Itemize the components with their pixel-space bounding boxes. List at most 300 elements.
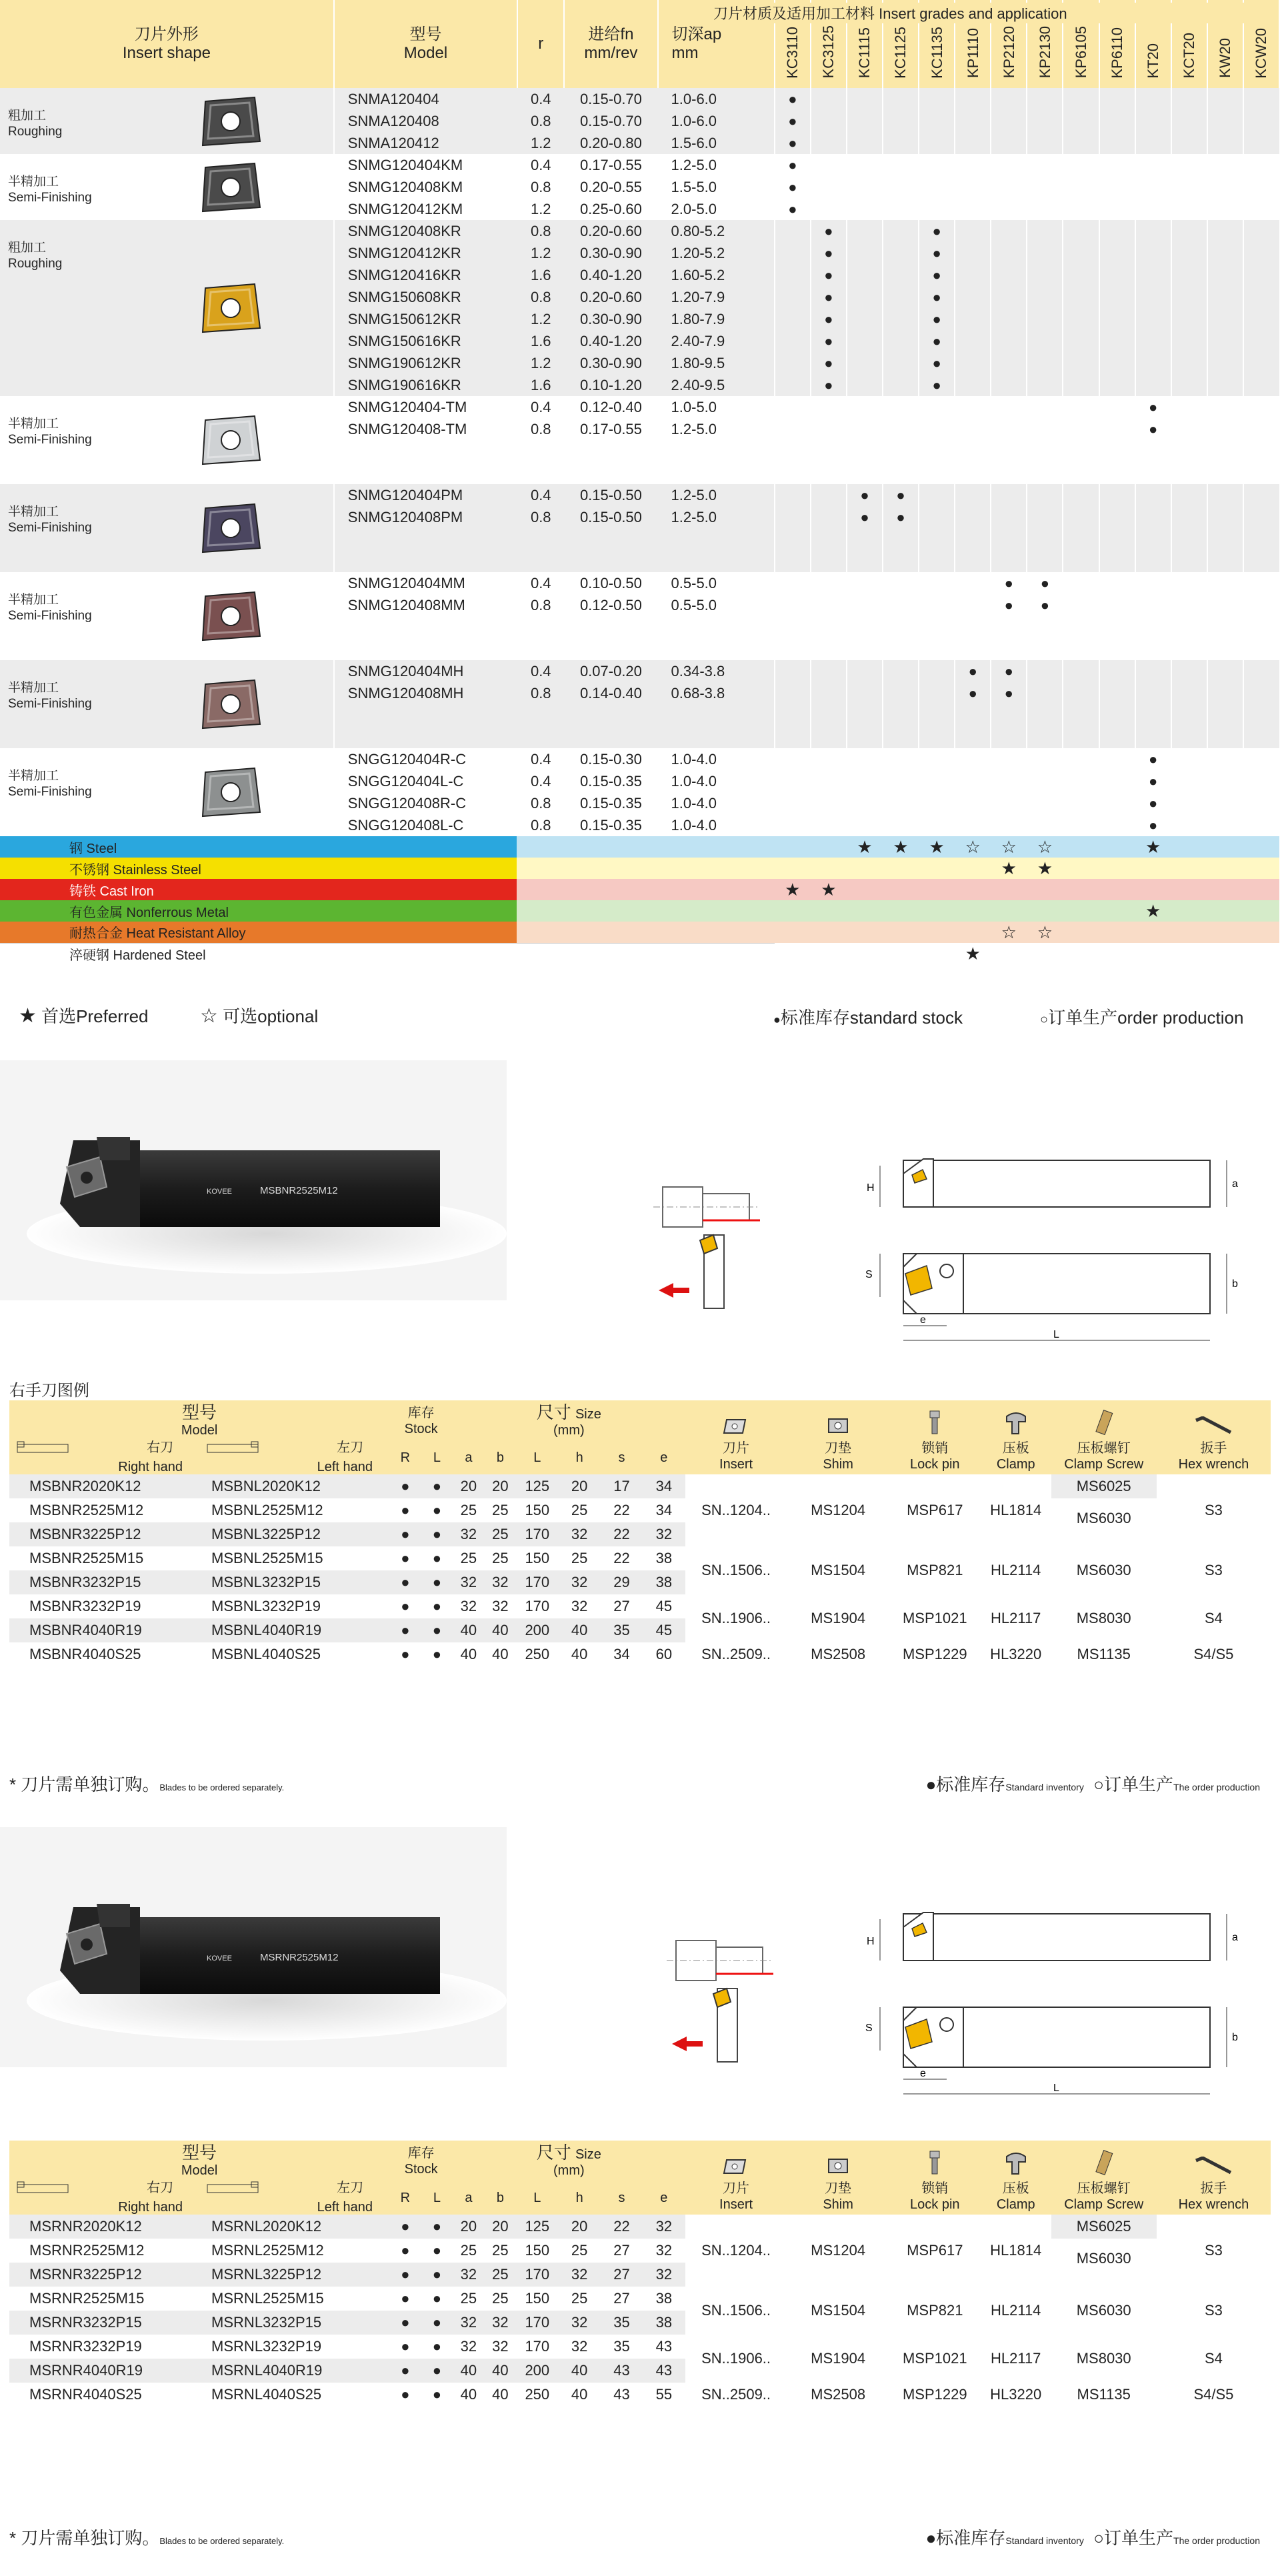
grade-cell (811, 110, 847, 132)
application-mark (1171, 900, 1207, 922)
grade-cell: ● (991, 660, 1027, 682)
application-mark (883, 900, 919, 922)
application-mark (991, 879, 1027, 900)
grade-cell (919, 462, 955, 484)
grade-cell (919, 814, 955, 836)
size-h: 20 (558, 1474, 600, 1498)
cell-r: 1.6 (517, 264, 564, 286)
grade-cell (1099, 660, 1135, 682)
grade-cell (1243, 616, 1279, 638)
size-L: 250 (516, 2383, 558, 2407)
grade-cell (847, 198, 883, 220)
cell-r: 1.6 (517, 330, 564, 352)
size-a: 32 (453, 1522, 485, 1546)
grade-cell (1135, 308, 1171, 330)
grade-cell (1243, 110, 1279, 132)
size-a: 20 (453, 2215, 485, 2239)
application-mark: ☆ (955, 836, 991, 858)
cell-f: 0.25-0.60 (564, 198, 657, 220)
grade-cell: ● (919, 374, 955, 396)
cell-r: 1.2 (517, 308, 564, 330)
grade-cell (883, 198, 919, 220)
grade-cell (919, 770, 955, 792)
grade-cell (1207, 660, 1243, 682)
clamp-screw-code: MS1135 (1051, 1642, 1157, 1666)
insert-row (0, 220, 1279, 242)
insert-photo (193, 675, 267, 734)
grade-cell (1243, 484, 1279, 506)
grade-cell (955, 726, 991, 748)
cell-ap: 1.0-5.0 (658, 396, 775, 418)
grade-cell (1207, 638, 1243, 660)
grade-cell (1063, 242, 1099, 264)
grade-cell (883, 748, 919, 770)
size-a: 32 (453, 2263, 485, 2287)
grade-cell: ● (1027, 594, 1063, 616)
application-mark (1243, 922, 1279, 943)
grade-cell: ● (919, 220, 955, 242)
cell-model: SNMG150616KR (334, 330, 517, 352)
grade-cell (883, 308, 919, 330)
grade-cell (955, 792, 991, 814)
cell-r: 0.4 (517, 572, 564, 594)
shim-code: MS1904 (787, 2335, 889, 2383)
left-hand-model: MSBNL4040S25 (199, 1642, 389, 1666)
grade-cell (1207, 440, 1243, 462)
cell-r: 0.4 (517, 154, 564, 176)
cell-f: 0.20-0.60 (564, 220, 657, 242)
grade-cell (991, 264, 1027, 286)
spec-table: 型号 Model 库存 Stock 尺寸 Size (mm) 刀片 Insert 刀垫 Shim 锁销 Lock pin 压板 Clamp 压板螺钉 Clamp Screw 扳手 Hex wrench 右刀 Right hand 左刀 Left hand R L a b L h s e MSRNR2020K12 MSRNL2020K12 ● ● 20 20 125 20 22 32 SN..1204.. MS1204 MSP617 HL1814 MS6025 MS6030 S3 MSRNR2525M12 MSRNL2525M12 ● ● 25 25 150 25 27 32 MSRNR3225P12 MSRNL3225P12 ● ● 32 25 170 32 27 32 MSRNR2525M15 MSRNL2525M15 ● ● 25 25 150 25 27 38 SN..1506.. MS1504 MSP821 HL2114 MS6030 S3 MSRNR3232P15 MSRNL3232P15 ● ● 32 32 170 32 35 38 MSRNR3232P19 MSRNL3232P19 ● ● 32 32 170 32 35 43 SN..1906.. MS1904 MSP1021 HL2117 MS8030 S4 MSRNR4040R19 MSRNL4040R19 ● ● 40 40 200 40 43 43 MSRNR4040S25 MSRNL4040S25 ● ● 40 40 250 40 43 55 SN..2509.. MS2508 MSP1229 HL3220 MS1135 S4/S5 (9, 2141, 1271, 2407)
insert-row (0, 660, 1279, 682)
stock-right: ● (389, 2359, 421, 2383)
cell-model: SNMG120404MM (334, 572, 517, 594)
grade-cell (1063, 572, 1099, 594)
right-hand-model: MSBNR4040S25 (9, 1642, 199, 1666)
grade-header-kt20: KT20 (1135, 0, 1171, 88)
grade-cell (847, 792, 883, 814)
grade-cell (1135, 660, 1171, 682)
grade-cell (1063, 352, 1099, 374)
grade-cell (1243, 748, 1279, 770)
stock-left: ● (421, 1522, 453, 1546)
size-e: 55 (643, 2383, 685, 2407)
size-L: 170 (516, 2263, 558, 2287)
size-b: 25 (485, 2263, 517, 2287)
cell-ap: 1.2-5.0 (658, 418, 775, 440)
grade-cell (811, 814, 847, 836)
grade-cell: ● (919, 352, 955, 374)
grade-cell (775, 726, 811, 748)
optional-legend: ☆ 可选optional (200, 1005, 319, 1027)
application-mark (1099, 943, 1135, 964)
grade-cell (1207, 352, 1243, 374)
grade-cell (1099, 198, 1135, 220)
size-e: 38 (643, 2287, 685, 2311)
cell-ap: 1.0-4.0 (658, 748, 775, 770)
grade-cell (955, 506, 991, 528)
stock-left: ● (421, 2311, 453, 2335)
cell-r: 0.8 (517, 792, 564, 814)
insert-grade-table (0, 0, 1280, 964)
grade-cell (1063, 440, 1099, 462)
grade-cell: ● (919, 308, 955, 330)
stock-left: ● (421, 2335, 453, 2359)
application-mark (1063, 922, 1099, 943)
stock-right: ● (389, 1570, 421, 1594)
grade-cell (883, 770, 919, 792)
right-hand-model: MSRNR3225P12 (9, 2263, 199, 2287)
stock-right: ● (389, 1522, 421, 1546)
dimension-drawing (853, 1147, 1247, 1367)
grade-cell (1063, 154, 1099, 176)
size-L: 170 (516, 2311, 558, 2335)
cell-model: SNMG120404PM (334, 484, 517, 506)
stock-left: ● (421, 2263, 453, 2287)
application-mark (847, 879, 883, 900)
grade-cell (919, 154, 955, 176)
application-row (0, 943, 1279, 964)
grade-cell (847, 726, 883, 748)
stock-left: ● (421, 1594, 453, 1618)
grade-cell (919, 528, 955, 550)
cell-ap: 1.20-7.9 (658, 286, 775, 308)
footnote-bar (9, 2521, 1271, 2547)
application-mark (1171, 943, 1207, 964)
grade-cell (811, 440, 847, 462)
grade-cell (1027, 726, 1063, 748)
grade-cell (1171, 396, 1207, 418)
cell-r: 0.8 (517, 418, 564, 440)
insert-code: SN..1906.. (685, 1594, 787, 1642)
grade-cell (811, 462, 847, 484)
application-mark (1063, 879, 1099, 900)
size-s: 17 (601, 1474, 643, 1498)
stock-right: ● (389, 2383, 421, 2407)
right-hand-model: MSRNR4040S25 (9, 2383, 199, 2407)
clamp-code: HL2117 (981, 1594, 1051, 1642)
application-mark: ☆ (991, 922, 1027, 943)
cell-r: 0.4 (517, 396, 564, 418)
grade-cell (1171, 462, 1207, 484)
clamp-screw-b: MS6030 (1076, 1510, 1131, 1527)
grade-cell (1243, 814, 1279, 836)
grade-cell (991, 638, 1027, 660)
application-mark (1207, 836, 1243, 858)
grade-cell (883, 110, 919, 132)
cutting-direction-diagram (667, 1927, 793, 2081)
grade-cell (1027, 308, 1063, 330)
insert-code: SN..2509.. (685, 2383, 787, 2407)
size-h: 20 (558, 2215, 600, 2239)
cell-f: 0.30-0.90 (564, 308, 657, 330)
size-L: 200 (516, 2359, 558, 2383)
left-hand-model: MSBNL3225P12 (199, 1522, 389, 1546)
grade-cell (1135, 440, 1171, 462)
grade-cell (775, 484, 811, 506)
application-mark (919, 900, 955, 922)
application-mark (1171, 836, 1207, 858)
insert-code: SN..1204.. (685, 2215, 787, 2287)
application-mark (955, 858, 991, 879)
grade-cell (1135, 638, 1171, 660)
grade-cell (811, 484, 847, 506)
stock-right: ● (389, 1594, 421, 1618)
cell-r (517, 638, 564, 660)
cell-model: SNMG120404MH (334, 660, 517, 682)
application-mark (1135, 858, 1171, 879)
application-mark (775, 943, 811, 964)
size-e: 34 (643, 1498, 685, 1522)
application-row (0, 900, 1279, 922)
cell-r: 0.4 (517, 748, 564, 770)
grade-cell (1027, 176, 1063, 198)
insert-group-label: 半精加工 Semi-Finishing (0, 154, 334, 220)
grade-cell (811, 88, 847, 110)
grade-cell (1027, 550, 1063, 572)
right-hand-model: MSRNR3232P19 (9, 2335, 199, 2359)
insert-photo (193, 92, 267, 151)
insert-group-label: 半精加工 Semi-Finishing (0, 748, 334, 836)
grade-cell (1099, 330, 1135, 352)
grade-cell (991, 418, 1027, 440)
msbn-section (0, 1060, 1280, 1807)
insert-code: SN..1906.. (685, 2335, 787, 2383)
size-s: 29 (601, 1570, 643, 1594)
grade-cell (1027, 792, 1063, 814)
grade-cell (1171, 374, 1207, 396)
grade-cell (775, 330, 811, 352)
cell-ap: 2.0-5.0 (658, 198, 775, 220)
cell-f (564, 528, 657, 550)
grade-cell (811, 132, 847, 154)
grade-cell (1135, 242, 1171, 264)
lock-pin-code: MSP1021 (889, 2335, 981, 2383)
grade-cell (1243, 396, 1279, 418)
grade-cell (1207, 572, 1243, 594)
application-row (0, 922, 1279, 943)
grade-cell (1171, 770, 1207, 792)
size-h: 40 (558, 2359, 600, 2383)
right-hand-model: MSBNR2525M15 (9, 1546, 199, 1570)
cell-f: 0.15-0.70 (564, 88, 657, 110)
right-hand-model: MSRNR2525M15 (9, 2287, 199, 2311)
cell-f: 0.14-0.40 (564, 682, 657, 704)
grade-cell (1171, 88, 1207, 110)
grade-cell (1207, 264, 1243, 286)
grade-cell (955, 132, 991, 154)
application-mark (955, 879, 991, 900)
grade-cell (775, 440, 811, 462)
application-mark (1207, 922, 1243, 943)
application-mark (1099, 836, 1135, 858)
stock-legend: ●标准库存standard stock (773, 1008, 963, 1028)
cell-r: 0.8 (517, 814, 564, 836)
grade-cell (883, 286, 919, 308)
grade-header-kc1125: KC1125 (883, 0, 919, 88)
size-a: 32 (453, 2311, 485, 2335)
svg-text:e: e (920, 1314, 926, 1326)
size-L: 250 (516, 1642, 558, 1666)
grade-cell (1027, 352, 1063, 374)
shim-icon (825, 2157, 851, 2180)
stock-order-legend: ●标准库存Standard inventory ○订单生产The order production (925, 2528, 1260, 2548)
stock-left: ● (421, 2383, 453, 2407)
feed-header: 进给fn mm/rev (564, 0, 657, 88)
size-s: 35 (601, 1618, 643, 1642)
left-hand-model: MSRNL3232P19 (199, 2335, 389, 2359)
grade-cell (1243, 286, 1279, 308)
grade-cell (955, 352, 991, 374)
grade-cell (1243, 198, 1279, 220)
cell-f: 0.15-0.35 (564, 792, 657, 814)
grade-cell (1135, 616, 1171, 638)
grade-cell (1207, 704, 1243, 726)
grade-cell (1135, 462, 1171, 484)
size-e: 38 (643, 2311, 685, 2335)
clamp-screw-code: MS1135 (1051, 2383, 1157, 2407)
left-hand-model: MSBNL3232P19 (199, 1594, 389, 1618)
grade-cell (1063, 748, 1099, 770)
grade-cell (1063, 374, 1099, 396)
grade-cell (1171, 660, 1207, 682)
grade-cell: ● (1027, 572, 1063, 594)
application-mark (991, 943, 1027, 964)
cell-ap: 1.80-9.5 (658, 352, 775, 374)
clamp-code: HL3220 (981, 2383, 1051, 2407)
application-mark (847, 922, 883, 943)
svg-text:a: a (1232, 1178, 1238, 1190)
grade-cell (1099, 176, 1135, 198)
cell-r (517, 616, 564, 638)
grade-cell (1171, 132, 1207, 154)
grade-cell: ● (919, 330, 955, 352)
grade-cell (1027, 132, 1063, 154)
size-a: 40 (453, 2383, 485, 2407)
grade-cell (1063, 660, 1099, 682)
grade-cell (1135, 286, 1171, 308)
grade-cell (883, 396, 919, 418)
size-e: 60 (643, 1642, 685, 1666)
grade-cell (1027, 88, 1063, 110)
grade-cell (1027, 616, 1063, 638)
grade-cell: ● (955, 660, 991, 682)
cell-ap (658, 462, 775, 484)
size-s: 43 (601, 2359, 643, 2383)
grade-cell: ● (811, 242, 847, 264)
application-mark (811, 922, 847, 943)
grade-cell (1063, 220, 1099, 242)
cell-ap: 1.20-5.2 (658, 242, 775, 264)
grade-header-kct20: KCT20 (1171, 0, 1207, 88)
stock-left: ● (421, 2239, 453, 2263)
cell-ap (658, 440, 775, 462)
grade-cell (1027, 286, 1063, 308)
size-a: 25 (453, 2239, 485, 2263)
size-b: 32 (485, 1594, 517, 1618)
application-label: 耐热合金 Heat Resistant Alloy (0, 922, 775, 943)
stock-right: ● (389, 2287, 421, 2311)
grade-cell (991, 308, 1027, 330)
grade-cell (1027, 242, 1063, 264)
grade-cell (1063, 814, 1099, 836)
size-e: 32 (643, 1522, 685, 1546)
grade-header-kp6110: KP6110 (1099, 0, 1135, 88)
cell-model (334, 616, 517, 638)
grade-cell (811, 572, 847, 594)
grade-cell (1135, 220, 1171, 242)
grade-cell (1171, 638, 1207, 660)
grade-cell (955, 594, 991, 616)
svg-text:H: H (867, 1182, 875, 1194)
grade-cell (1063, 132, 1099, 154)
clamp-code: HL2114 (981, 2287, 1051, 2335)
grade-cell (883, 572, 919, 594)
clamp-screw-code (1051, 1474, 1157, 1546)
grade-cell (1135, 594, 1171, 616)
grade-cell: ● (1135, 396, 1171, 418)
size-a: 20 (453, 1474, 485, 1498)
size-b: 25 (485, 2239, 517, 2263)
left-hand-model: MSRNL2020K12 (199, 2215, 389, 2239)
grade-cell (1207, 88, 1243, 110)
grades-title: 刀片材质及适用加工材料 Insert grades and application (713, 3, 1247, 23)
grade-cell: ● (775, 176, 811, 198)
grade-cell (1027, 660, 1063, 682)
insert-row (0, 88, 1279, 110)
grade-cell (1027, 748, 1063, 770)
insert-photo (193, 763, 267, 822)
cell-ap: 2.40-9.5 (658, 374, 775, 396)
grade-cell (1243, 660, 1279, 682)
grade-cell (847, 572, 883, 594)
grade-cell (811, 198, 847, 220)
application-mark (1027, 943, 1063, 964)
size-e: 45 (643, 1594, 685, 1618)
grade-cell (811, 770, 847, 792)
application-mark (847, 900, 883, 922)
grade-cell (1027, 704, 1063, 726)
grade-cell (1171, 704, 1207, 726)
size-b: 32 (485, 1570, 517, 1594)
size-h: 32 (558, 2263, 600, 2287)
preferred-legend: ★ 首选Preferred (19, 1005, 149, 1027)
dimension-drawing (853, 1900, 1247, 2121)
grade-cell (1207, 748, 1243, 770)
grade-cell (991, 286, 1027, 308)
grade-cell (847, 770, 883, 792)
grade-cell (1207, 528, 1243, 550)
grade-cell (1063, 616, 1099, 638)
grade-cell: ● (955, 682, 991, 704)
hex-wrench-code: S3 (1157, 2287, 1271, 2335)
grade-cell (955, 572, 991, 594)
svg-text:L: L (1053, 2083, 1059, 2094)
clamp-screw-icon (1094, 2150, 1114, 2180)
application-mark (1099, 922, 1135, 943)
size-e: 43 (643, 2359, 685, 2383)
grade-cell (847, 264, 883, 286)
size-h: 32 (558, 1522, 600, 1546)
clamp-icon (1003, 2150, 1029, 2180)
grade-cell (991, 462, 1027, 484)
application-mark (883, 922, 919, 943)
grade-cell (1243, 352, 1279, 374)
hex-wrench-code: S3 (1157, 1546, 1271, 1594)
grade-cell (991, 242, 1027, 264)
grade-cell (919, 726, 955, 748)
grade-cell (1063, 594, 1099, 616)
